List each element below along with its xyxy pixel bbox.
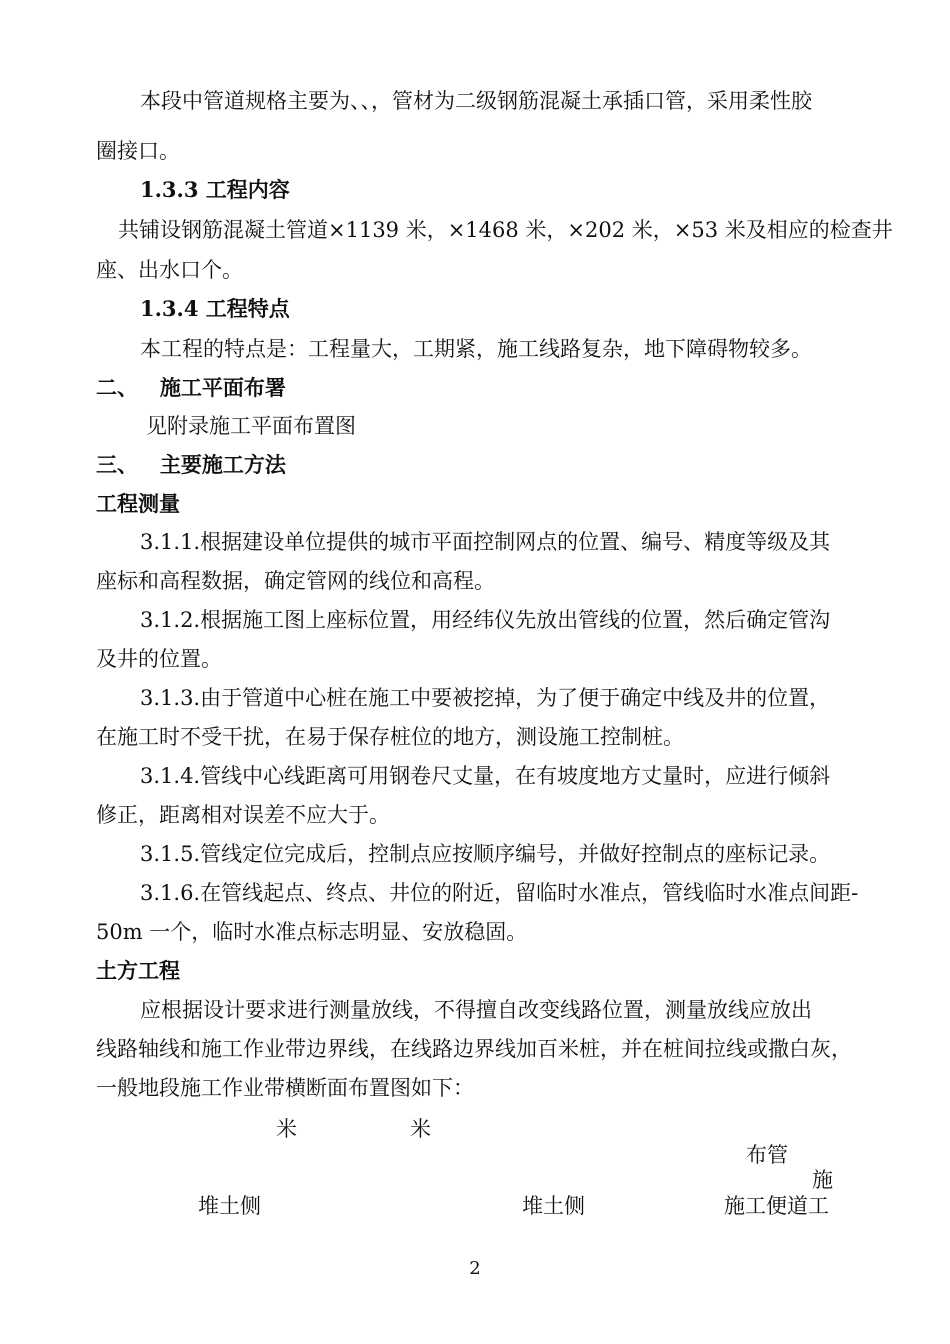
section-heading: 1.3.4 工程特点 [140, 296, 290, 321]
paragraph-line: 3.1.1.根据建设单位提供的城市平面控制网点的位置、编号、精度等级及其 [140, 530, 831, 554]
paragraph-line: 及井的位置。 [96, 647, 222, 671]
paragraph-line: 应根据设计要求进行测量放线，不得擅自改变线路位置，测量放线应放出 [140, 998, 812, 1022]
paragraph-line: 3.1.6.在管线起点、终点、井位的附近，留临时水准点，管线临时水准点间距- [140, 881, 859, 905]
paragraph-line: 修正，距离相对误差不应大于。 [96, 803, 390, 827]
subsection-heading: 工程测量 [96, 491, 180, 516]
paragraph-line: 本段中管道规格主要为、、，管材为二级钢筋混凝土承插口管，采用柔性胶 [140, 89, 812, 113]
paragraph-line: 线路轴线和施工作业带边界线，在线路边界线加百米桩，并在桩间拉线或撒白灰， [96, 1037, 852, 1061]
paragraph-line: 50m 一个，临时水准点标志明显、安放稳固。 [96, 920, 528, 944]
paragraph-line: 3.1.4.管线中心线距离可用钢卷尺丈量，在有坡度地方丈量时，应进行倾斜 [140, 764, 831, 788]
diagram-label-access-road: 施工便道工 [724, 1194, 829, 1218]
paragraph-line: 见附录施工平面布置图 [146, 414, 356, 438]
diagram-label-spoil-side: 堆土侧 [198, 1194, 261, 1218]
chapter-heading: 二、 施工平面布署 [96, 375, 286, 400]
paragraph-line: 一般地段施工作业带横断面布置图如下： [96, 1076, 474, 1100]
paragraph-line: 在施工时不受干扰，在易于保存桩位的地方，测设施工控制桩。 [96, 725, 684, 749]
paragraph-line: 3.1.3.由于管道中心桩在施工中要被挖掉，为了便于确定中线及井的位置， [140, 686, 831, 710]
paragraph-line: 座、出水口个。 [96, 258, 243, 282]
paragraph-line: 共铺设钢筋混凝土管道×1139 米，×1468 米，×202 米，×53 米及相应的检查井 [118, 218, 893, 242]
diagram-label-construction: 施 [812, 1168, 833, 1192]
diagram-label-spoil-side: 堆土侧 [522, 1194, 585, 1218]
diagram-label-meter: 米 [410, 1117, 431, 1141]
diagram-label-pipe-laying: 布管 [746, 1143, 788, 1167]
section-heading: 1.3.3 工程内容 [140, 177, 290, 202]
paragraph-line: 3.1.2.根据施工图上座标位置，用经纬仪先放出管线的位置，然后确定管沟 [140, 608, 831, 632]
subsection-heading: 土方工程 [96, 958, 180, 983]
paragraph-line: 本工程的特点是：工程量大，工期紧，施工线路复杂，地下障碍物较多。 [140, 337, 812, 361]
page-number: 2 [469, 1258, 481, 1279]
paragraph-line: 座标和高程数据，确定管网的线位和高程。 [96, 569, 495, 593]
paragraph-line: 3.1.5.管线定位完成后，控制点应按顺序编号，并做好控制点的座标记录。 [140, 842, 831, 866]
diagram-label-meter: 米 [276, 1117, 297, 1141]
chapter-heading: 三、 主要施工方法 [96, 452, 286, 477]
paragraph-line: 圈接口。 [96, 139, 180, 163]
